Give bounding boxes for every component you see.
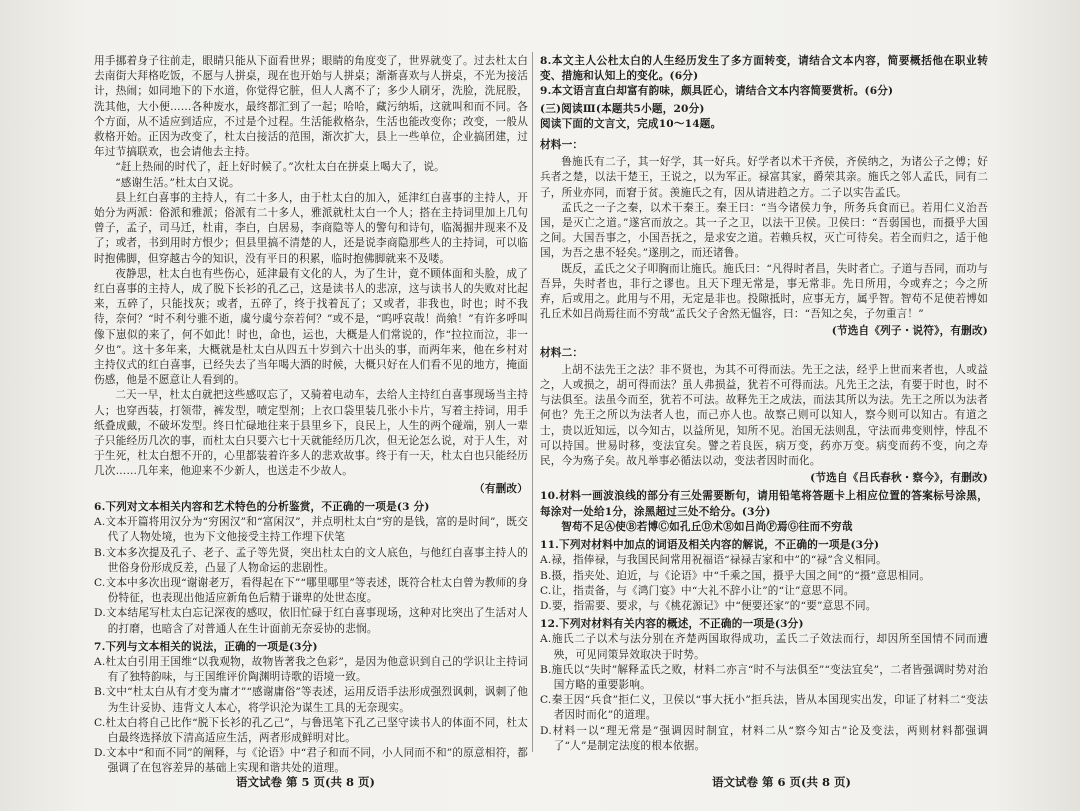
question-8: 8.本文主人公杜太白的人生经历发生了多方面转变，请结合文本内容，简要概括他在职业转变、措施和认知上的变化。(6分) <box>540 55 988 83</box>
question-11-option: A.禄，指俸禄，与我国民间常用祝福语“禄禄吉家和中”的“禄”含义相同。 <box>540 554 887 567</box>
question-12-stem: 12.下列对材料有关内容的概述，不正确的一项是(3分) <box>540 618 804 631</box>
question-12-option: C.秦王因“兵食”拒仁义，卫侯以“事大抚小”拒兵法，皆从本国现实出发，印证了材料二“变法者因时而化”的道理。 <box>540 694 988 722</box>
question-6-option: D.文本结尾写杜太白忘记深夜的感叹，依旧忙碌于红白喜事现场，这种对比突出了生活对人的打磨，也暗含了对普通人在生计面前无奈妥协的悲悯。 <box>94 607 528 635</box>
passage-paragraph: 二天一早，杜太白就把这些感叹忘了，又骑着电动车，去给人主持红白喜事现场当主持人；也穿西装，打领带，裤发型，喷定型剂；上衣口袋里装几张小卡片，写着主持词，用手纸叠成戴，不破坏发型。终日忙碌地往来于县里乡下，良民上，人生的两个碰端，别人一辈子只能经历几次的事，而杜太白只要六七十天就能经历几次，但无论怎么说，对于人生，对于生死，杜太白想不开的，心里都装着许多人的悲欢故事。终于有一天，杜太白也只能经历几次……几年来，他迎来不少新人，也送走不少故人。 <box>94 389 528 478</box>
question-7-option: B.文中“杜太白从有才变为庸才”“感谢庸俗”等表述，运用反语手法形成强烈讽刺，讽刺了他为生计妥协、违背文人本心，将学识沦为谋生工具的无奈现实。 <box>94 686 528 714</box>
passage-paragraph: 县上红白喜事的主持人，有二十多人，由于杜太白的加入，延津红白喜事的主持人，开始分为两派：俗派和雅派；俗派有二十多人，雅派就杜太白一个人；搭在主持词里加上几句曾子，孟子，司马迁，杜甫，李白，白居易，李商隐等人的警句和诗句，临渴掘井现来不及了；或者，书到用时方恨少；但县里搞不清楚的人，还是说李商隐那些人的主持词，可以临时抱佛脚，但穿越古今的知识，没有平日的积累，临时抱佛脚就来不及喽。 <box>94 191 528 265</box>
section-header: (三)阅读Ⅲ(本题共5小题，20分) <box>540 102 705 115</box>
question-11-option: D.要，指需要、要求，与《桃花源记》中“便要还家”的“要”意思不同。 <box>540 599 877 612</box>
left-page <box>94 54 528 775</box>
passage-source: （有删改） <box>474 482 528 495</box>
question-11-stem: 11.下列对材料中加点的词语及相关内容的解说，不正确的一项是(3分) <box>540 539 880 552</box>
question-10-answer-line: 智苟不足Ⓐ使Ⓑ若博Ⓒ如孔丘Ⓓ术Ⓔ如吕尚Ⓕ焉Ⓖ往而不穷哉 <box>561 520 853 533</box>
question-12-option: A.施氏二子以术与法分别在齐楚两国取得成功，孟氏二子效法而行，却因所至国情不同而遭殃，可见同策异效取决于时势。 <box>540 633 988 661</box>
passage-paragraph: “感谢生活。”杜太白又说。 <box>115 176 240 189</box>
page-divider <box>532 52 533 752</box>
right-page <box>540 54 988 766</box>
material-2-source: (节选自《吕氏春秋・察今》，有删改) <box>810 472 988 485</box>
material-1-source: (节选自《列子・说符》，有删改) <box>831 325 988 338</box>
question-6-option: B.文本多次提及孔子、老子、孟子等先贤，突出杜太白的文人底色，与他红白喜事主持人的世俗身份形成反差，凸显了人物命运的悲剧性。 <box>94 546 528 574</box>
page-footer-right: 语文试卷 第 6 页(共 8 页) <box>712 775 851 789</box>
material-2-paragraph: 上胡不法先王之法？非不贤也，为其不可得而法。先王之法，经乎上世而来者也，人或益之，人或损之，胡可得而法？虽人弗损益，犹若不可得而法。凡先王之法，有要于时也，时不与法俱至。法虽今而至，犹若不可法。故释先王之成法，而法其所以为法。先王之所以为法者何也？先王之所以为法者人也，而己亦人也。故察己则可以知人，察今则可以知古。有道之士，贵以近知远，以今知古，以益所见，知所不见。治国无法则乱，守法而弗变则悖，悖乱不可以持国。世易时移，变法宜矣。譬之若良医，病万变，药亦万变。病变而药不变，向之寿民，今为殇子矣。故凡举事必循法以动，变法者因时而化。 <box>540 363 988 468</box>
passage-paragraph: 用手挪着身子往前走，眼睛只能从下面看世界；眼睛的角度变了，世界就变了。过去杜太白去南街大拜格吃饭，不愿与人拼桌，现在也开始与人拼桌；渐渐喜欢与人拼桌，不光为接活计，热闹；如同地下的下水道，你觉得它脏，但人人离不了；多少人刷牙，洗脸，洗屁股，洗其他，大小便……各种废水，最终都汇到了一起；哈哈，藏污纳垢，这就叫和而不同。各个方面，从不适应到适应，不过是个过程。生活能救格杂，生活也能改变你；改变，一般从救格开始。正因为改变了，杜太白接活的范围，渐次扩大，县上一些单位，企业搞团建，过年过节搞联欢，也会请他去主持。 <box>94 55 528 159</box>
material-1-paragraph: 孟氏之一子之秦，以术干秦王。秦王曰：“当今诸侯力争，所务兵食而已。若用仁义治吾国，是灭亡之道。”遂宫而放之。其一子之卫，以法干卫侯。卫侯曰：“吾弱国也，而摄乎大国之间。大国吾事之，小国吾抚之，是求安之道。若赖兵权，灭亡可待矣。若全而归之，适于他国，为吾之患不轻矣。”遂刖之，而还诸鲁。 <box>540 201 988 260</box>
section-instruction: 阅读下面的文言文，完成10～14题。 <box>540 117 722 130</box>
material-1-paragraph: 既反，孟氏之父子叩胸而让施氏。施氏曰：“凡得时者昌，失时者亡。子道与吾同，而功与吾异，失时者也，非行之谬也。且天下理无常是，事无常非。先日所用，今或弃之；今之所弃，后或用之。此用与不用，无定是非也。投隙抵时，应事无方，属乎智。智苟不足使若博如孔丘术如吕尚焉往而不穷哉”孟氏父子舍然无愠容，曰：“吾知之矣，子勿重言！” <box>540 262 988 321</box>
question-12-option: B.施氏以“失时”解释孟氏之败，材料二亦言“时不与法俱至”“变法宜矣”，二者皆强调时势对治国方略的重要影响。 <box>540 663 988 691</box>
passage-paragraph: 夜静思，杜太白也有些伤心，延津最有文化的人，为了生计，竟不顾体面和头脸，成了红白喜事的主持人，成了脱下长衫的孔乙己，这是读书人的悲凉，这与读书人的失败对比起来，五碎了，只能找灰；或者，五碎了，终于找着瓦了；又或者，非我也，时也；时不我待，奈何？“时不利兮骓不逝，虞兮虞兮奈若何？”或不是，“呜呼哀哉！尚飨！”有许多呼叫像下崽似的来了，何不如此！时也，命也，运也，大概是人们常说的，作“拉拉而泣，非一夕也”。这十多年来，大概就是杜太白从四五十岁到六十出头的事，而两年来，他在乡村对主持仪式的红白喜事，已经失去了当年喝大酒的时候，大概只好在人们看不见的地方，掩面伤感，他是不愿意让人看到的。 <box>94 267 528 387</box>
question-7-option: D.文本中“和而不同”的阐释，与《论语》中“君子和而不同，小人同而不和”的原意相符，都强调了在包容差异的基础上实现和谐共处的道理。 <box>94 747 528 775</box>
question-12-option: D.材料一以“理无常是”强调因时制宜，材料二从“察今知古”论及变法，两则材料都强调了“人”是制定法度的根本依据。 <box>540 724 988 752</box>
question-9: 9.本文语言直白却富有韵味，颇具匠心，请结合文本内容简要赏析。(6分) <box>540 85 894 98</box>
question-11-option: B.摄，指夹处、迫近，与《论语》中“千乘之国，摄乎大国之间”的“摄”意思相同。 <box>540 569 931 582</box>
material-1-title: 材料一： <box>540 139 584 152</box>
question-7-stem: 7.下列与文本相关的说法，正确的一项是(3分) <box>94 640 318 653</box>
passage-paragraph: “赶上热闹的时代了，赶上好时候了。”次杜太白在拼桌上喝大了，说。 <box>115 161 445 174</box>
question-6-stem: 6.下列对文本相关内容和艺术特色的分析鉴赏，不正确的一项是(3 分) <box>94 500 430 513</box>
question-7-option: A.杜太白引用王国维“以我观物，故物皆著我之色彩”，是因为他意识到自己的学识让主持词有了独特韵味，与王国维评价陶渊明诗歌的语境一致。 <box>94 655 528 684</box>
question-6-option: C.文本中多次出现“谢谢老万，看得起在下”“哪里哪里”等表述，既符合杜太白曾为教师的身份特征，也表现出他适应新角色后精于谦卑的处世态度。 <box>94 576 528 605</box>
page-footer-left: 语文试卷 第 5 页(共 8 页) <box>236 775 375 789</box>
question-11-option: C.让，指责备，与《鸿门宴》中“大礼不辞小让”的“让”意思不同。 <box>540 584 855 597</box>
question-10-stem: 10.材料一画波浪线的部分有三处需要断句，请用铅笔将答题卡上相应位置的答案标号涂黑，每涂对一处给1分，涂黑超过三处不给分。(3分) <box>540 490 988 518</box>
question-6-option: A.文本开篇将用汉分为“穷困汉”和“富闲汉”，并点明杜太白“穷的是钱，富的是时间”，既交代了人物处境，也为下文他接受主持工作埋下伏笔 <box>94 516 528 544</box>
material-1-paragraph: 鲁施氏有二子，其一好学，其一好兵。好学者以术干齐侯，齐侯纳之，为诸公子之傅；好兵者之楚，以法干楚王，王说之，以为军正。禄富其家，爵荣其亲。施氏之邻人孟氏，同有二子，所业亦同，而窘于贫。羡施氏之有，因从请进趋之方。二子以实告孟氏。 <box>540 156 988 199</box>
material-2-title: 材料二： <box>540 346 584 359</box>
question-7-option: C.杜太白将自己比作“脱下长衫的孔乙己”，与鲁迅笔下孔乙己坚守读书人的体面不同，杜太白最终选择放下清高适应生活，两者形成鲜明对比。 <box>94 716 528 744</box>
